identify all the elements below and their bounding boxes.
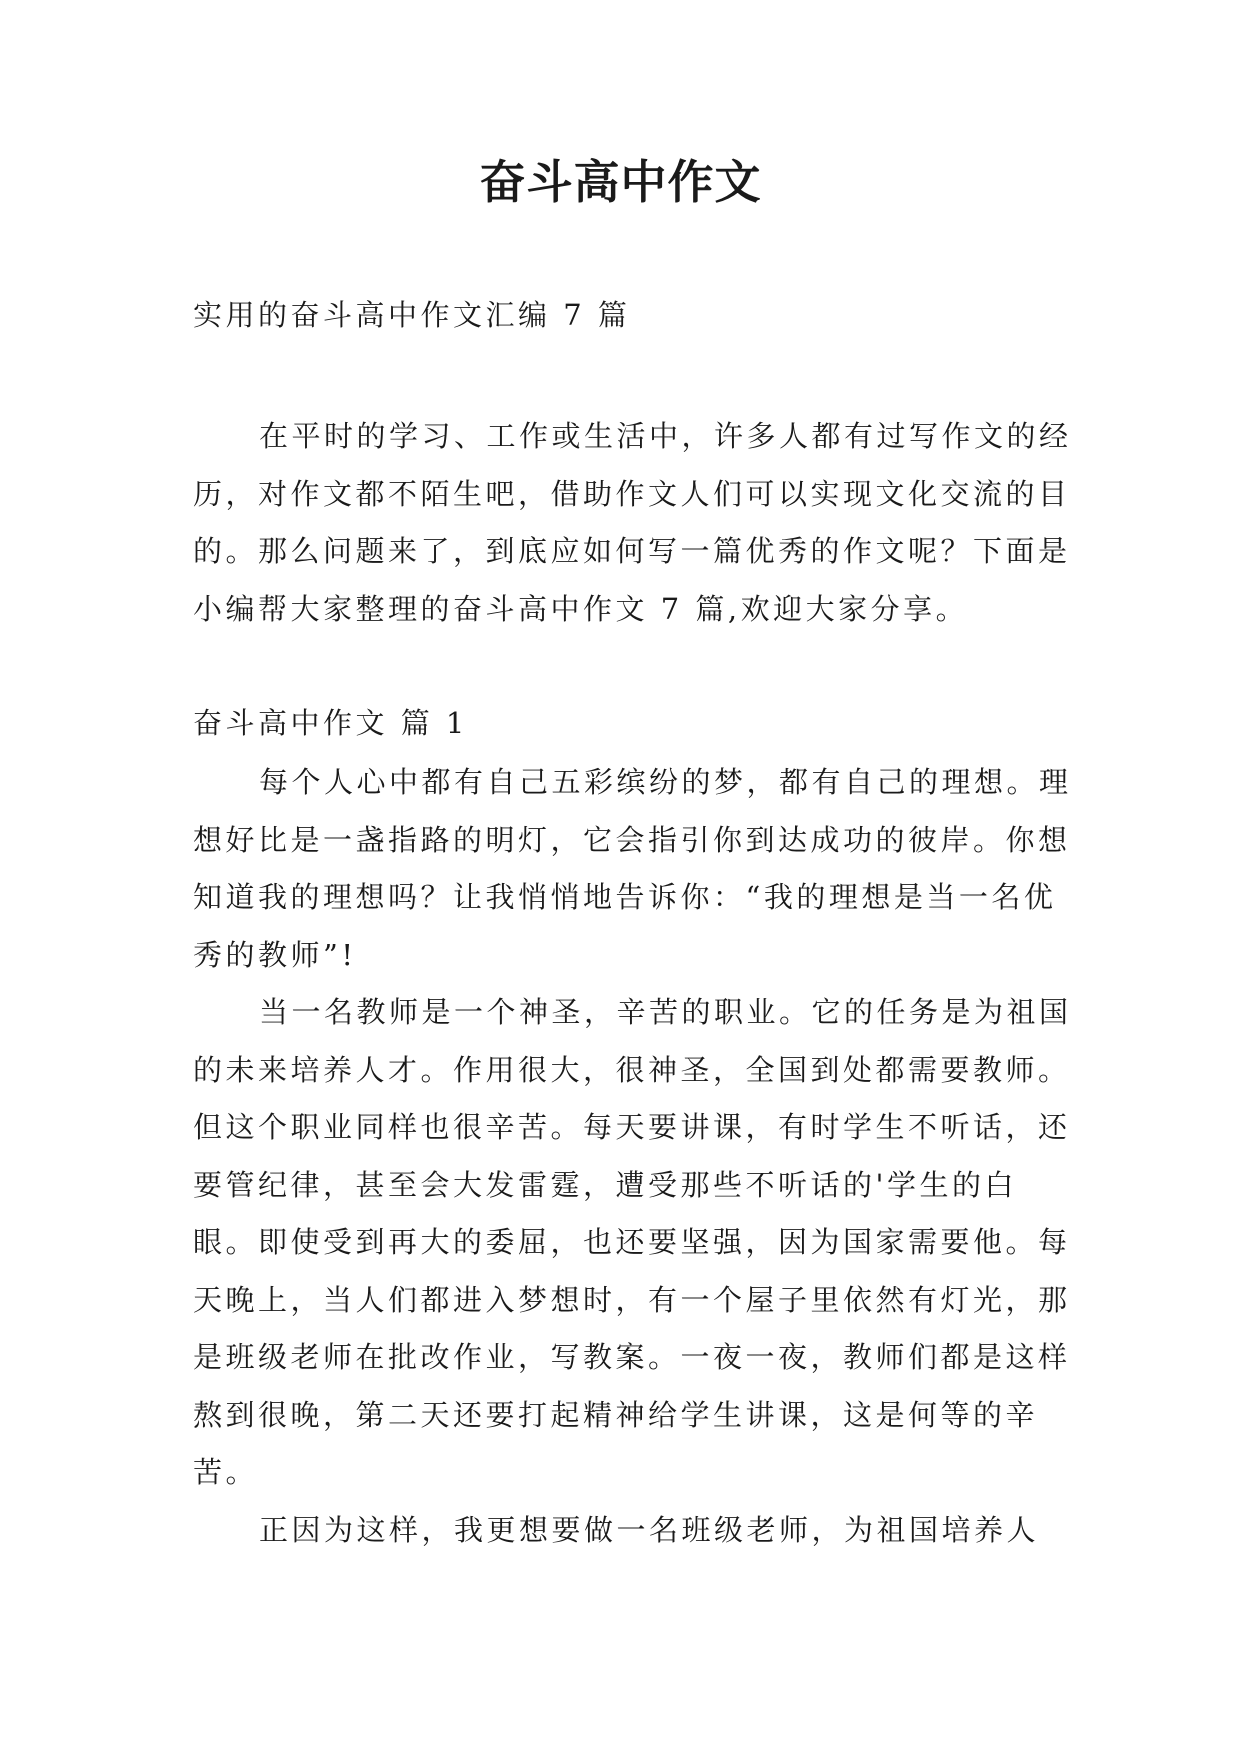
section-paragraph: 正因为这样，我更想要做一名班级老师，为祖国培养人	[259, 1512, 1040, 1547]
section-heading: 奋斗高中作文 篇 1	[193, 706, 468, 740]
intro-paragraph: 在平时的学习、工作或生活中，许多人都有过写作文的经历，对作文都不陌生吧，借助作文人们可以实现文化交流的目的。那么问题来了，到底应如何写一篇优秀的作文呢？下面是小编帮大家整理的奋斗高中作文 7 篇,欢迎大家分享。	[193, 419, 1072, 626]
document-title: 奋斗高中作文	[479, 155, 762, 209]
section-paragraph: 每个人心中都有自己五彩缤纷的梦，都有自己的理想。理想好比是一盏指路的明灯，它会指引你到达成功的彼岸。你想知道我的理想吗？让我悄悄地告诉你：“我的理想是当一名优秀的教师”!	[193, 765, 1072, 972]
section-body	[193, 754, 1073, 1559]
section-paragraph: 当一名教师是一个神圣，辛苦的职业。它的任务是为祖国的未来培养人才。作用很大，很神圣，全国到处都需要教师。但这个职业同样也很辛苦。每天要讲课，有时学生不听话，还要管纪律，甚至会大发雷霆，遭受那些不听话的'学生的白眼。即使受到再大的委屈，也还要坚强，因为国家需要他。每天晚上，当人们都进入梦想时，有一个屋子里依然有灯光，那是班级老师在批改作业，写教案。一夜一夜，教师们都是这样熬到很晚，第二天还要打起精神给学生讲课，这是何等的辛苦。	[193, 995, 1072, 1489]
document-subtitle: 实用的奋斗高中作文汇编 7 篇	[193, 298, 631, 332]
